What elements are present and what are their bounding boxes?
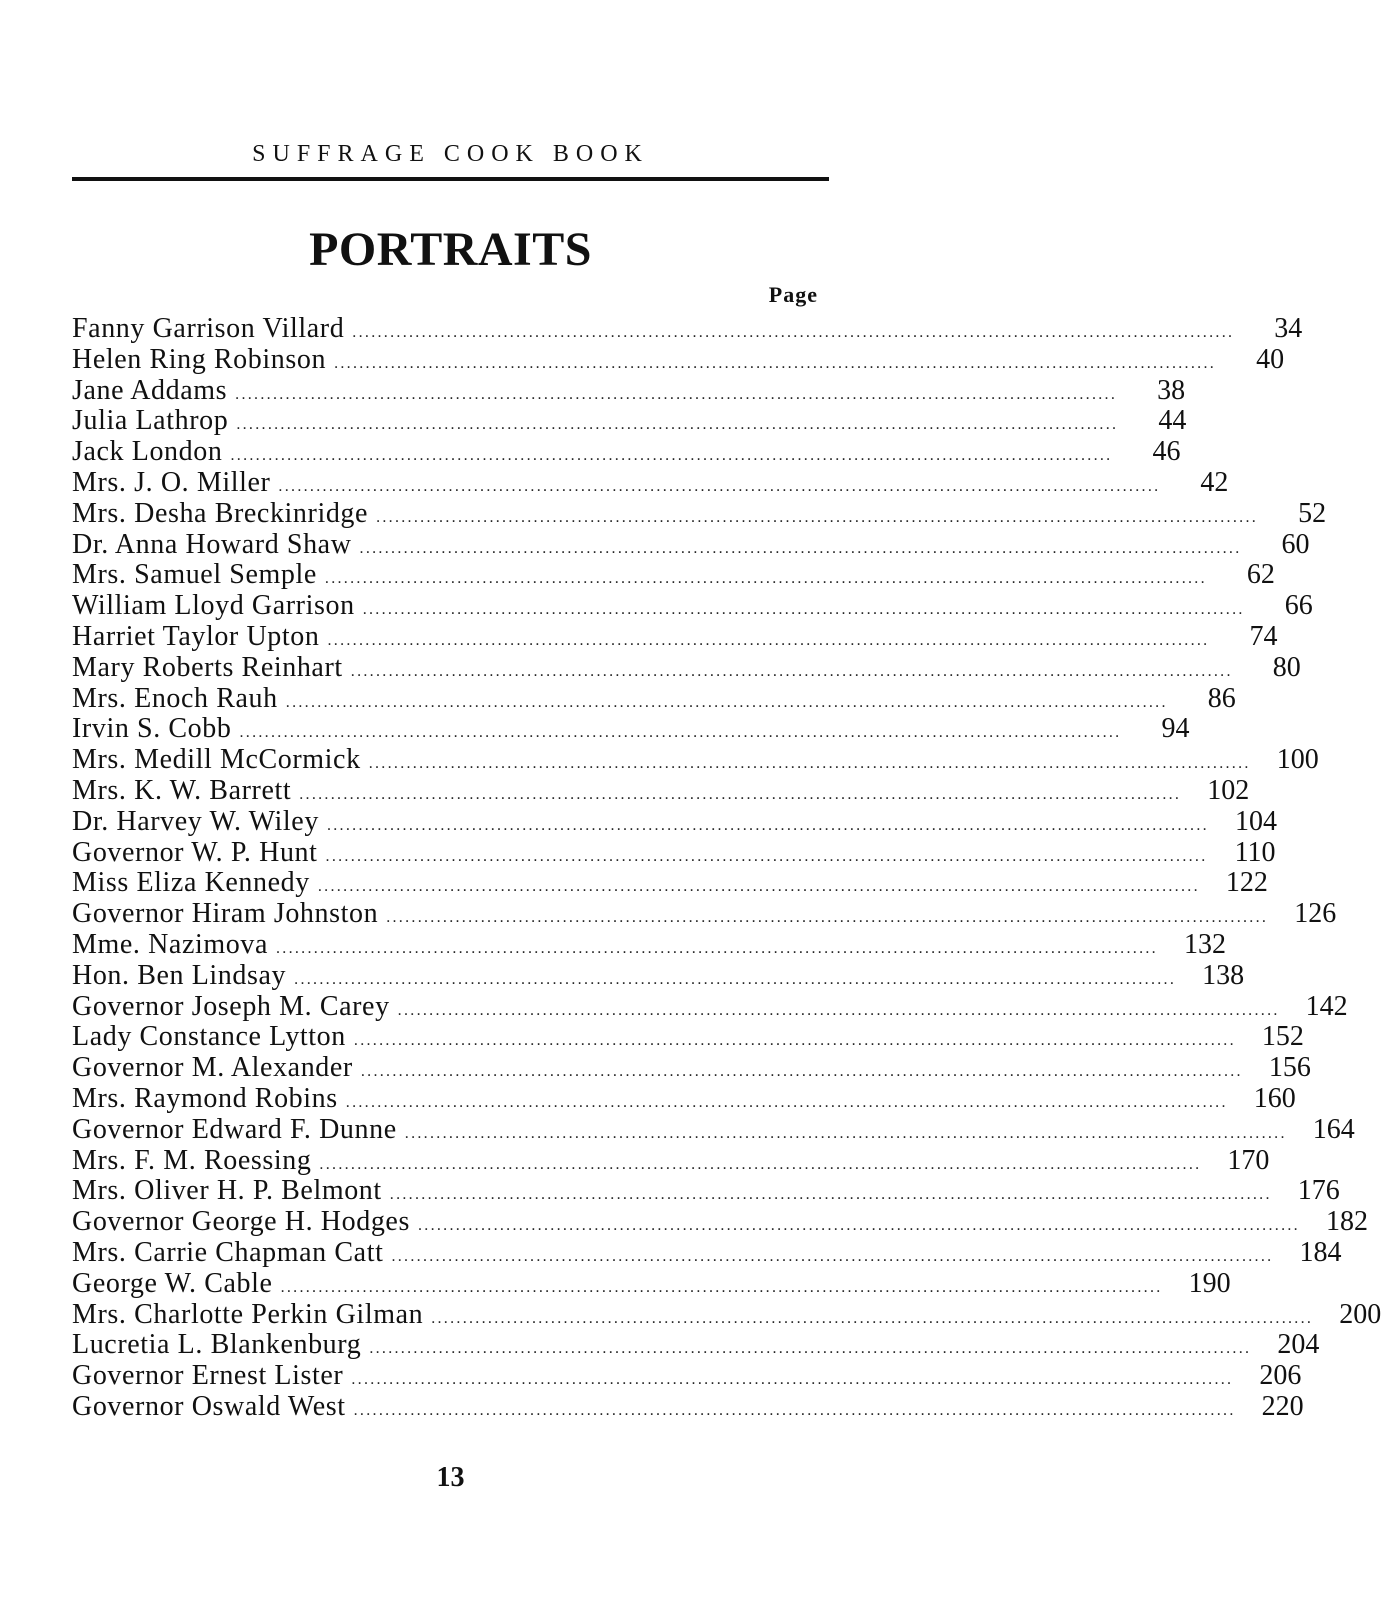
entry-page-number: 60 xyxy=(1281,528,1310,560)
entry-name: Mme. Nazimova xyxy=(72,928,268,960)
entry-name: Governor Ernest Lister xyxy=(72,1360,344,1392)
entry-page-number: 74 xyxy=(1249,620,1278,652)
dot-leader: ............................................................................................................................................ xyxy=(352,324,1235,341)
toc-entry xyxy=(72,1144,1270,1177)
header-rule xyxy=(72,177,829,181)
toc-entry xyxy=(72,343,1285,376)
entry-name: Governor Oswald West xyxy=(72,1390,346,1422)
dot-leader: ............................................................................................................................................ xyxy=(230,447,1113,465)
toc-entry xyxy=(72,1206,1368,1238)
entry-page-number: 138 xyxy=(1202,959,1245,991)
dot-leader: ............................................................................................................................................ xyxy=(353,1032,1236,1050)
entry-page-number: 100 xyxy=(1276,744,1319,776)
dot-leader: ............................................................................................................................................ xyxy=(278,477,1161,495)
entry-page-number: 122 xyxy=(1225,867,1268,899)
dot-leader: ............................................................................................................................................ xyxy=(389,1186,1272,1204)
toc-entry xyxy=(72,497,1327,530)
entry-page-number: 184 xyxy=(1299,1236,1342,1268)
dot-leader: ............................................................................................................................................ xyxy=(239,724,1122,742)
dot-leader: ............................................................................................................................................ xyxy=(360,1063,1243,1081)
entry-name: Mrs. Samuel Semple xyxy=(72,559,317,591)
dot-leader: ............................................................................................................................................ xyxy=(362,601,1245,619)
entry-name: Mary Roberts Reinhart xyxy=(72,651,343,683)
entry-name: Mrs. F. M. Roessing xyxy=(72,1144,312,1176)
toc-entry xyxy=(72,1360,1302,1392)
toc-entry xyxy=(72,959,1245,992)
page-title: PORTRAITS xyxy=(309,223,592,276)
toc-entry xyxy=(72,836,1276,869)
toc-entry xyxy=(72,620,1278,653)
dot-leader: ............................................................................................................................................ xyxy=(404,1124,1287,1142)
entry-name: George W. Cable xyxy=(72,1267,273,1299)
entry-page-number: 126 xyxy=(1294,898,1337,930)
dot-leader: ............................................................................................................................................ xyxy=(359,539,1242,557)
toc-entry xyxy=(72,374,1186,407)
entry-page-number: 34 xyxy=(1274,313,1303,344)
toc-entry xyxy=(72,1236,1342,1269)
toc-entry xyxy=(72,990,1348,1023)
entry-name: Fanny Garrison Villard xyxy=(72,313,345,344)
entry-name: Mrs. Carrie Chapman Catt xyxy=(72,1236,384,1268)
entry-name: Governor George H. Hodges xyxy=(72,1206,410,1238)
dot-leader: ............................................................................................................................................ xyxy=(369,1340,1252,1358)
entry-name: Miss Eliza Kennedy xyxy=(72,867,310,899)
dot-leader: ............................................................................................................................................ xyxy=(386,909,1269,927)
toc-entry xyxy=(72,1052,1311,1084)
entry-page-number: 160 xyxy=(1253,1082,1296,1114)
toc-entry xyxy=(72,466,1229,499)
entry-page-number: 142 xyxy=(1305,990,1348,1022)
toc-entry xyxy=(72,1298,1381,1331)
entry-name: Dr. Anna Howard Shaw xyxy=(72,528,352,560)
entry-page-number: 42 xyxy=(1200,466,1229,498)
running-head: SUFFRAGE COOK BOOK xyxy=(252,141,649,167)
entry-page-number: 94 xyxy=(1161,713,1190,745)
dot-leader: ............................................................................................................................................ xyxy=(294,970,1177,988)
entry-page-number: 156 xyxy=(1268,1052,1311,1084)
toc-entry xyxy=(72,805,1277,838)
entry-name: Jane Addams xyxy=(72,374,228,406)
dot-leader: ............................................................................................................................................ xyxy=(350,662,1233,680)
dot-leader: ............................................................................................................................................ xyxy=(397,1001,1280,1019)
dot-leader: ............................................................................................................................................ xyxy=(431,1309,1314,1327)
entry-name: Mrs. Medill McCormick xyxy=(72,744,361,776)
toc-entry xyxy=(72,867,1268,899)
entry-page-number: 86 xyxy=(1207,682,1236,714)
dot-leader: ............................................................................................................................................ xyxy=(353,1401,1236,1419)
entry-page-number: 206 xyxy=(1259,1360,1302,1392)
entry-page-number: 190 xyxy=(1188,1267,1231,1299)
dot-leader: ............................................................................................................................................ xyxy=(417,1217,1300,1235)
toc-entry xyxy=(72,898,1337,930)
dot-leader: ............................................................................................................................................ xyxy=(376,508,1259,526)
toc-entry xyxy=(72,774,1250,807)
toc-entry xyxy=(72,313,1303,345)
dot-leader: ............................................................................................................................................ xyxy=(235,385,1118,403)
entry-name: Lady Constance Lytton xyxy=(72,1021,346,1053)
entry-name: Julia Lathrop xyxy=(72,405,229,437)
entry-page-number: 220 xyxy=(1261,1390,1304,1422)
entry-page-number: 176 xyxy=(1297,1175,1340,1207)
entry-page-number: 46 xyxy=(1152,436,1181,468)
dot-leader: ............................................................................................................................................ xyxy=(236,416,1119,434)
entry-page-number: 182 xyxy=(1325,1206,1368,1238)
entry-name: Governor W. P. Hunt xyxy=(72,836,318,868)
entry-name: Governor M. Alexander xyxy=(72,1052,353,1084)
dot-leader: ............................................................................................................................................ xyxy=(345,1093,1228,1111)
toc-entry xyxy=(72,651,1301,684)
entry-page-number: 110 xyxy=(1234,836,1276,868)
toc-entry xyxy=(72,1021,1304,1053)
toc-entry xyxy=(72,713,1190,745)
entry-page-number: 80 xyxy=(1272,651,1301,683)
entry-name: Governor Hiram Johnston xyxy=(72,898,379,930)
entry-page-number: 52 xyxy=(1298,497,1327,529)
entry-name: Mrs. Enoch Rauh xyxy=(72,682,278,714)
dot-leader: ............................................................................................................................................ xyxy=(319,1155,1202,1173)
entry-name: Mrs. Oliver H. P. Belmont xyxy=(72,1175,382,1207)
dot-leader: ............................................................................................................................................ xyxy=(351,1371,1234,1389)
dot-leader: ............................................................................................................................................ xyxy=(391,1247,1274,1265)
entry-page-number: 38 xyxy=(1157,374,1186,406)
entry-page-number: 102 xyxy=(1207,774,1250,806)
entry-name: Mrs. J. O. Miller xyxy=(72,466,271,498)
entry-name: William Lloyd Garrison xyxy=(72,590,355,622)
toc-entry xyxy=(72,682,1236,715)
entry-page-number: 40 xyxy=(1256,343,1285,375)
page-column-label: Page xyxy=(768,282,818,307)
toc-entry xyxy=(72,405,1187,437)
portraits-list xyxy=(72,313,1381,1423)
entry-name: Mrs. K. W. Barrett xyxy=(72,774,292,806)
entry-page-number: 200 xyxy=(1339,1298,1381,1330)
entry-name: Irvin S. Cobb xyxy=(72,713,232,745)
entry-name: Governor Joseph M. Carey xyxy=(72,990,390,1022)
toc-entry xyxy=(72,928,1226,961)
dot-leader: ............................................................................................................................................ xyxy=(299,785,1182,803)
entry-page-number: 104 xyxy=(1234,805,1277,837)
entry-name: Governor Edward F. Dunne xyxy=(72,1113,397,1145)
dot-leader: ............................................................................................................................................ xyxy=(317,878,1200,896)
toc-entry xyxy=(72,1267,1231,1300)
entry-name: Lucretia L. Blankenburg xyxy=(72,1329,362,1361)
entry-page-number: 66 xyxy=(1284,590,1313,622)
toc-entry xyxy=(72,436,1181,468)
toc-entry xyxy=(72,1113,1355,1146)
entry-page-number: 204 xyxy=(1277,1329,1320,1361)
dot-leader: ............................................................................................................................................ xyxy=(327,631,1210,649)
entry-name: Mrs. Raymond Robins xyxy=(72,1082,338,1114)
toc-entry xyxy=(72,1329,1320,1361)
toc-entry xyxy=(72,1390,1304,1423)
entry-page-number: 164 xyxy=(1312,1113,1355,1145)
page-number: 13 xyxy=(436,1462,465,1493)
dot-leader: ............................................................................................................................................ xyxy=(368,755,1251,773)
entry-page-number: 170 xyxy=(1227,1144,1270,1176)
toc-entry xyxy=(72,528,1310,561)
toc-entry xyxy=(72,1175,1340,1207)
entry-page-number: 62 xyxy=(1246,559,1275,591)
entry-name: Mrs. Desha Breckinridge xyxy=(72,497,369,529)
entry-name: Dr. Harvey W. Wiley xyxy=(72,805,319,837)
entry-name: Mrs. Charlotte Perkin Gilman xyxy=(72,1298,424,1330)
entry-name: Harriet Taylor Upton xyxy=(72,620,320,652)
entry-page-number: 132 xyxy=(1183,928,1226,960)
dot-leader: ............................................................................................................................................ xyxy=(285,693,1168,711)
dot-leader: ............................................................................................................................................ xyxy=(334,354,1217,372)
toc-entry xyxy=(72,744,1319,776)
dot-leader: ............................................................................................................................................ xyxy=(324,570,1207,588)
entry-page-number: 152 xyxy=(1261,1021,1304,1053)
dot-leader: ............................................................................................................................................ xyxy=(326,816,1209,834)
entry-name: Jack London xyxy=(72,436,223,468)
dot-leader: ............................................................................................................................................ xyxy=(275,939,1158,957)
toc-entry xyxy=(72,590,1313,622)
dot-leader: ............................................................................................................................................ xyxy=(325,847,1208,865)
dot-leader: ............................................................................................................................................ xyxy=(280,1278,1163,1296)
entry-page-number: 44 xyxy=(1158,405,1187,437)
toc-entry xyxy=(72,559,1275,591)
toc-entry xyxy=(72,1082,1296,1115)
entry-name: Helen Ring Robinson xyxy=(72,343,327,375)
entry-name: Hon. Ben Lindsay xyxy=(72,959,287,991)
